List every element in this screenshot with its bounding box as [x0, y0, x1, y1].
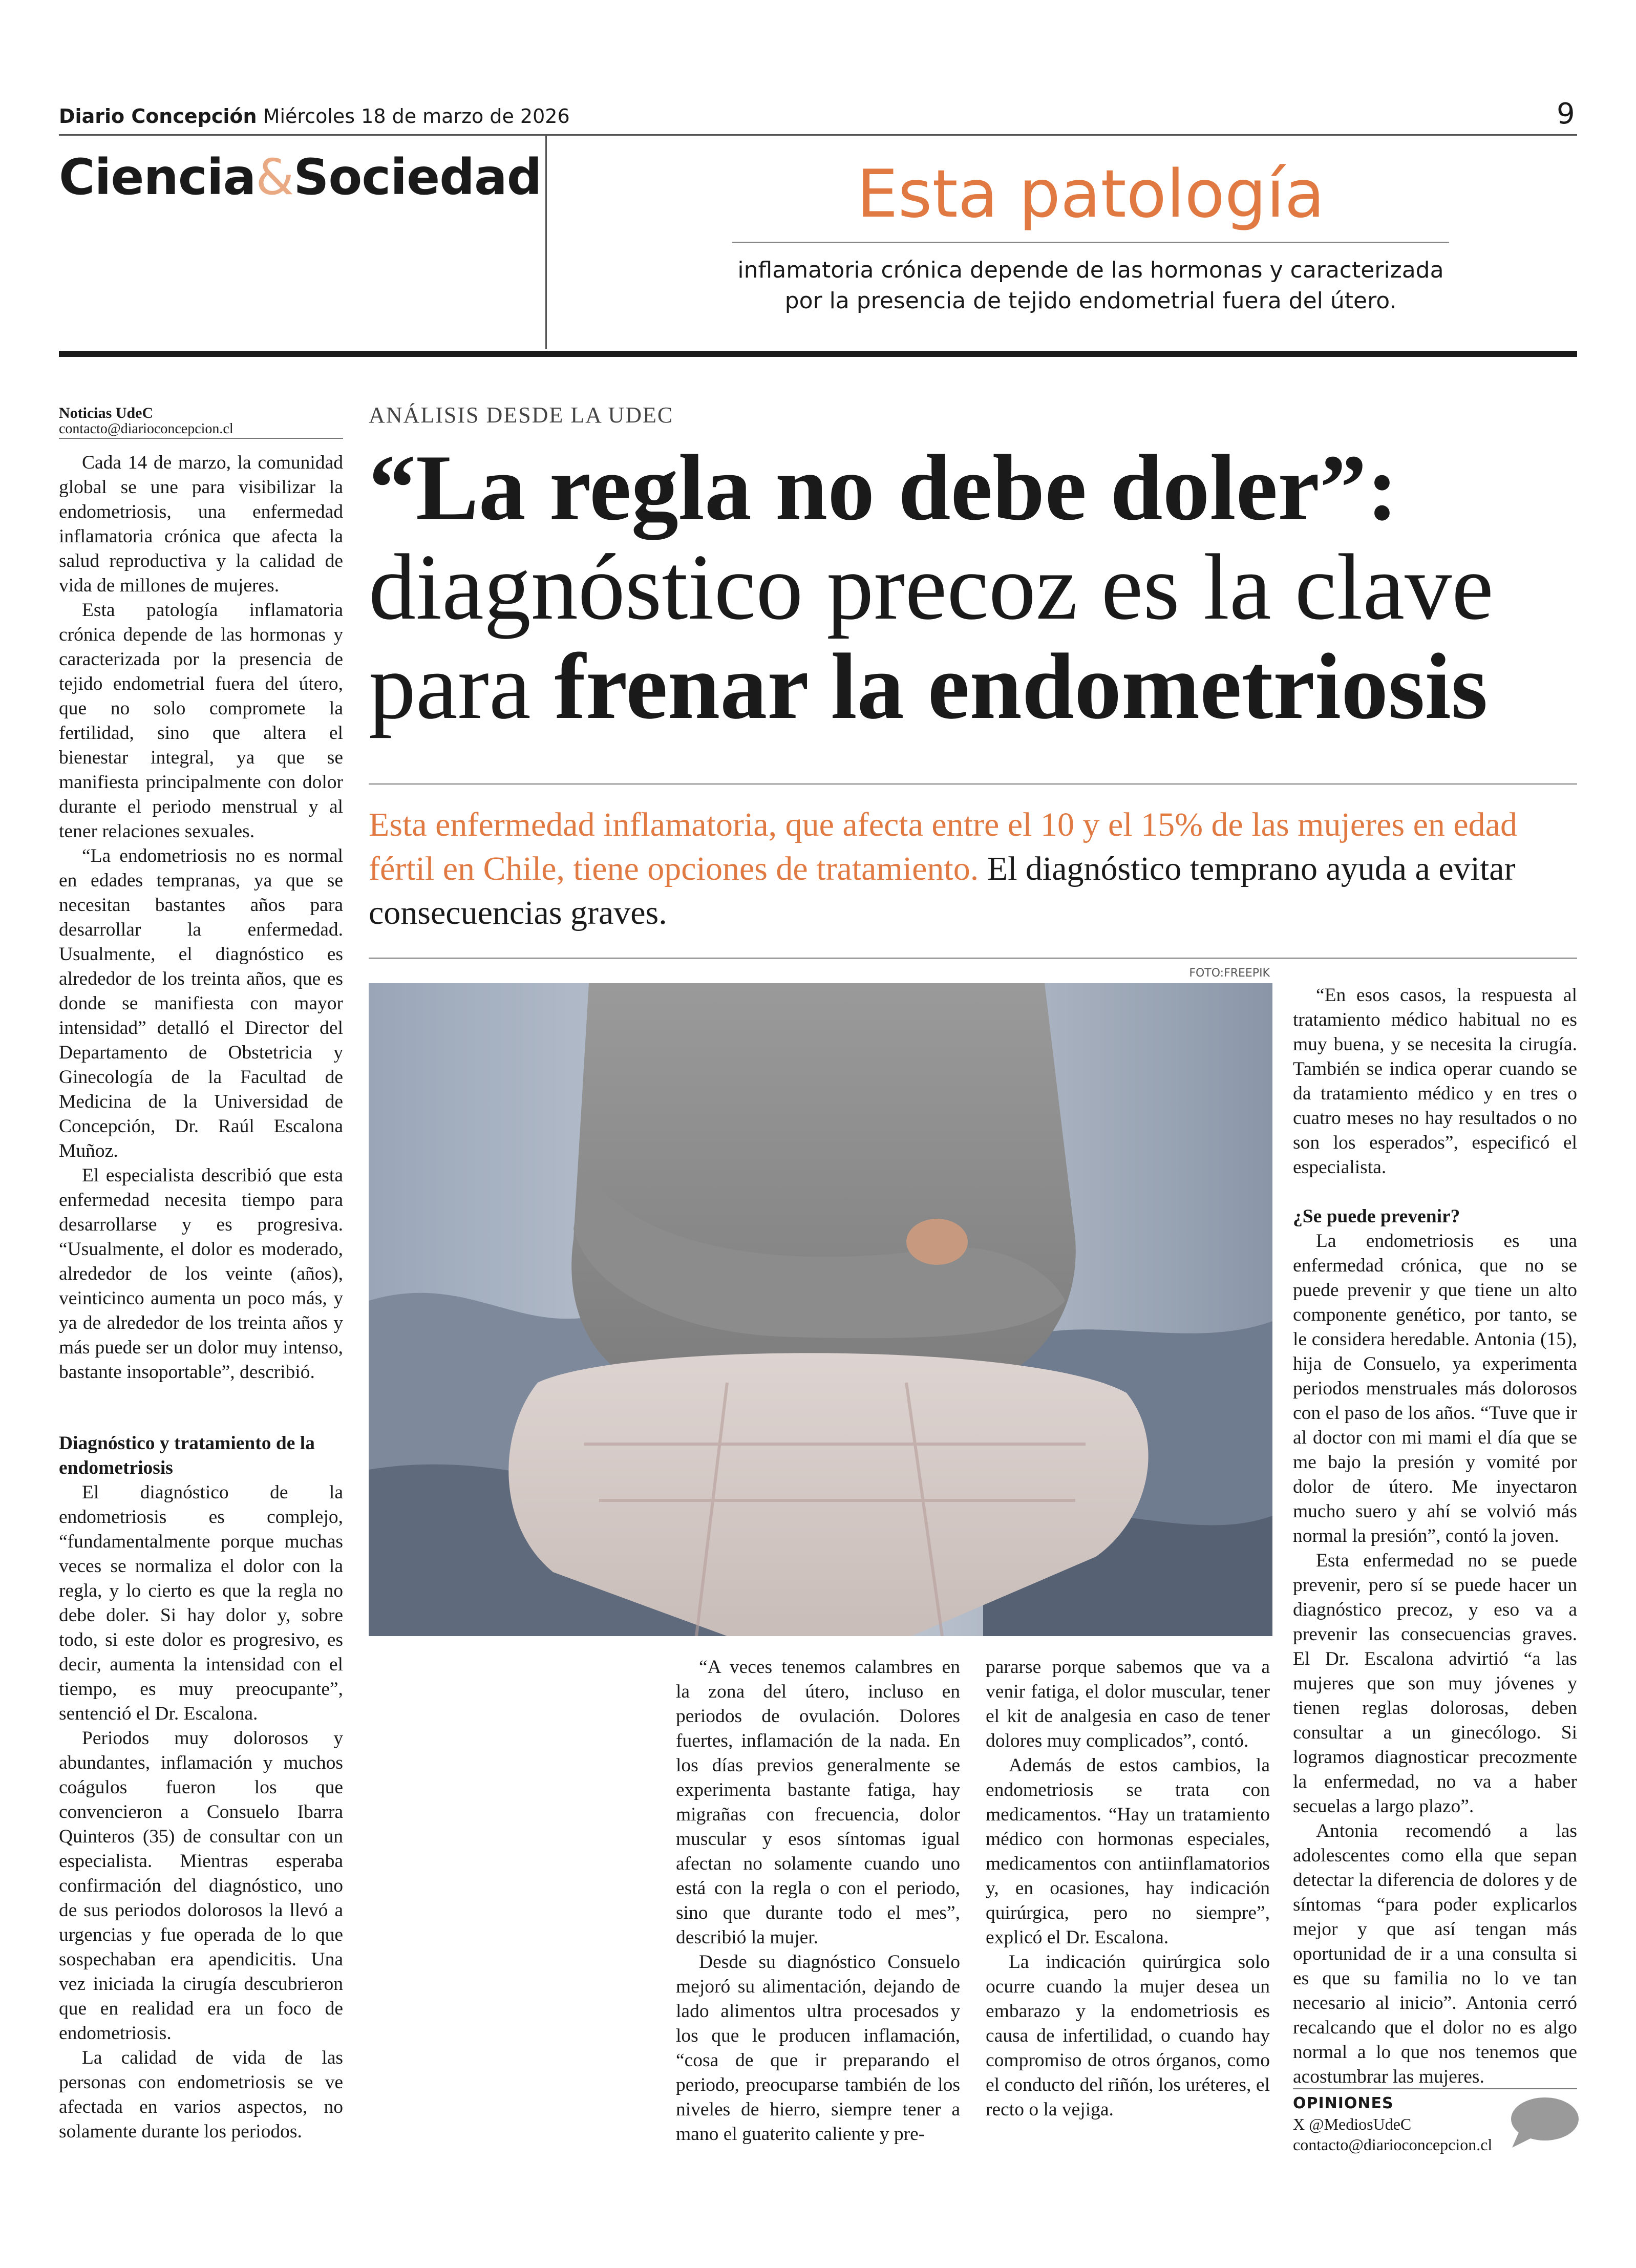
paragraph: Periodos muy dolorosos y abundantes, inflamación y muchos coágulos fueron los que convencieron a Consuelo Ibarra Quinteros (35) de consultar con un especialista. Mientras esperaba confirmación del diagnóstico, uno de sus periodos dolorosos la llevó a urgencias y fue operada de lo que sospechaban era apendicitis. Una vez iniciada la cirugía descubrieron que en realidad era un foco de endometriosis.	[59, 1728, 343, 2044]
headline-rule	[369, 783, 1577, 785]
paragraph: pararse porque sabemos que va a venir fatiga, el dolor muscular, tener el kit de analgesia en caso de tener dolores muy complicados”, contó.	[986, 1657, 1270, 1751]
paragraph: “En esos casos, la respuesta al tratamiento médico habitual no es muy buena, y se necesita la cirugía. También se indica operar cuando se da tratamiento médico y en tres o cuatro meses no hay resultados o no son los esperados”, especificó el especialista.	[1293, 985, 1577, 1178]
article-column-3	[986, 1655, 1270, 2122]
article-column-1	[59, 451, 343, 1385]
header-divider	[545, 134, 547, 349]
photo-woman-holding-abdomen	[369, 983, 1272, 1636]
opinions-rule	[1293, 2088, 1577, 2089]
article-column-4	[1293, 983, 1577, 2089]
paragraph: La indicación quirúrgica solo ocurre cuando la mujer desea un embarazo y la endometriosis es causa de infertilidad, o cuando hay compromiso de otros órganos, como el conducto del riñón, los uréteres, el recto o la vejiga.	[986, 1952, 1270, 2120]
paragraph: Además de estos cambios, la endometriosis se trata con medicamentos. “Hay un tratamiento médico con hormonas especiales, medicamentos con antiinflamatorios y, en ocasiones, hay indicación quirúrgica, pero no siempre”, explicó el Dr. Escalona.	[986, 1755, 1270, 1948]
paragraph: El especialista describió que esta enfermedad necesita tiempo para desarrollarse y es progresiva. “Usualmente, el dolor es moderado, alrededor de los veinte (años), veinticinco aumenta un poco más, y ya de alrededor de los treinta años y más puede ser un dolor muy intenso, bastante insoportable”, describió.	[59, 1165, 343, 1383]
lead	[369, 803, 1572, 935]
article-column-1-continued	[59, 1431, 343, 2144]
callout-title: Esta patología	[856, 156, 1325, 232]
paragraph: “La endometriosis no es normal en edades tempranas, ya que se necesitan bastantes años para desarrollar la enfermedad. Usualmente, el diagnóstico es alrededor de los treinta años, que es donde se manifiesta con mayor intensidad” detalló el Director del Departamento de Obstetricia y Ginecología de la Facultad de Medicina de la Universidad de Concepción, Dr. Raúl Escalona Muñoz.	[59, 845, 343, 1161]
headline-line-3-bold: frenar la endometriosis	[554, 634, 1488, 738]
paragraph: Antonia recomendó a las adolescentes como ella que sepan detectar la diferencia de dolores y de síntomas “para poder explicarlos mejor y que así tengan más oportunidad de ir a una consulta si es que su familia no lo ve tan necesario al inicio”. Antonia cerró recalcando que el dolor no es algo normal a lo que nos tenemos que acostumbrar las mujeres.	[1293, 1820, 1577, 2087]
byline-name: Noticias UdeC	[59, 405, 154, 421]
paragraph: La calidad de vida de las personas con endometriosis se ve afectada en varios aspectos, no solamente durante los periodos.	[59, 2047, 343, 2142]
headline-line-3-regular: para	[369, 634, 555, 738]
issue-date: Miércoles 18 de marzo de 2026	[263, 105, 570, 128]
section-part2: Sociedad	[293, 149, 542, 206]
section-title	[59, 149, 542, 206]
callout-rule	[732, 242, 1449, 243]
paragraph: La endometriosis es una enfermedad crónica, que no se puede prevenir y que tiene un alto componente genético, por tanto, se le considera heredable. Antonia (15), hija de Consuelo, ya experimenta periodos menstruales más dolorosos con el paso de los años. “Tuve que ir al doctor con mi mami el día que se me bajo la presión y vomité por dolor de útero. Me inyectaron mucho suero y ahí se volvió más normal la presión”, contó la joven.	[1293, 1231, 1577, 1546]
lead-highlight: Esta enfermedad inflamatoria, que afecta entre el 10 y el 15% de las mujeres en edad fértil en Chile, tiene opciones de tratamiento.	[369, 806, 1517, 887]
lead-rule	[369, 958, 1577, 959]
paper-name: Diario Concepción	[59, 105, 257, 128]
section-amp: &	[256, 149, 294, 206]
callout-text: inflamatoria crónica depende de las hormonas y caracterizada por la presencia de tejido endometrial fuera del útero.	[737, 257, 1444, 314]
headline	[369, 435, 1577, 738]
paragraph: Cada 14 de marzo, la comunidad global se une para visibilizar la endometriosis, una enfermedad inflamatoria crónica que afecta la salud reproductiva y la calidad de vida de millones de mujeres.	[59, 452, 343, 596]
speech-bubble-icon	[1508, 2094, 1580, 2151]
byline-rule	[59, 438, 343, 439]
section-part1: Ciencia	[59, 149, 256, 206]
subheading-diagnostico: Diagnóstico y tratamiento de la endometriosis	[59, 1433, 315, 1478]
masthead	[59, 105, 570, 128]
article-photo	[369, 983, 1272, 1636]
paragraph: Esta enfermedad no se puede prevenir, pero sí se puede hacer un diagnóstico precoz, y eso va a prevenir las consecuencias graves. El Dr. Escalona advirtió “a las mujeres que son muy jóvenes y tienen reglas dolorosas, deben consultar a un ginecólogo. Si logramos diagnosticar precozmente la enfermedad, no va a haber secuelas a largo plazo”.	[1293, 1550, 1577, 1817]
article-column-2	[676, 1655, 960, 2147]
header-rule	[59, 134, 1577, 136]
lead-rest: El diagnóstico temprano ayuda a evitar consecuencias graves.	[369, 850, 1516, 931]
paragraph: “A veces tenemos calambres en la zona del útero, incluso en periodos de ovulación. Dolores fuertes, inflamación de la nada. En los días previos generalmente se experimenta bastante fatiga, hay migrañas con frecuencia, dolor muscular y esos síntomas igual afectan no solamente cuando uno está con la regla o con el periodo, sino que durante todo el mes”, describió la mujer.	[676, 1657, 960, 1948]
opinions-handle[interactable]: X @MediosUdeC	[1293, 2115, 1412, 2133]
paragraph: Desde su diagnóstico Consuelo mejoró su alimentación, dejando de lado alimentos ultra procesados y los que le producen inflamación, “cosa de que ir preparando el periodo, preocuparse también de los niveles de hierro, siempre tener a mano el guaterito caliente y pre-	[676, 1952, 960, 2145]
paragraph: Esta patología inflamatoria crónica depende de las hormonas y caracterizada por la presencia de tejido endometrial fuera del útero, que no solo compromete la fertilidad, sino que altera el bienestar integral, ya que se manifiesta principalmente con dolor durante el periodo menstrual y al tener relaciones sexuales.	[59, 600, 343, 842]
kicker: ANÁLISIS DESDE LA UDEC	[369, 402, 674, 428]
opinions-title: OPINIONES	[1293, 2094, 1394, 2112]
header-rule-thick	[59, 351, 1577, 357]
headline-line-1: “La regla no debe doler”:	[369, 435, 1398, 540]
opinions-email[interactable]: contacto@diarioconcepcion.cl	[1293, 2135, 1493, 2154]
byline-email: contacto@diarioconcepcion.cl	[59, 421, 233, 437]
page-number: 9	[1557, 97, 1575, 131]
headline-line-2: diagnóstico precoz es la clave	[369, 535, 1494, 639]
paragraph: El diagnóstico de la endometriosis es complejo, “fundamentalmente porque muchas veces se normaliza el dolor con la regla, y lo cierto es que la regla no debe doler. Si hay dolor y, sobre todo, si este dolor es progresivo, es decir, aumenta la intensidad con el tiempo, es muy preocupante”, sentenció el Dr. Escalona.	[59, 1482, 343, 1724]
subheading-prevenir: ¿Se puede prevenir?	[1293, 1206, 1460, 1227]
photo-credit: FOTO:FREEPIK	[1189, 967, 1270, 980]
